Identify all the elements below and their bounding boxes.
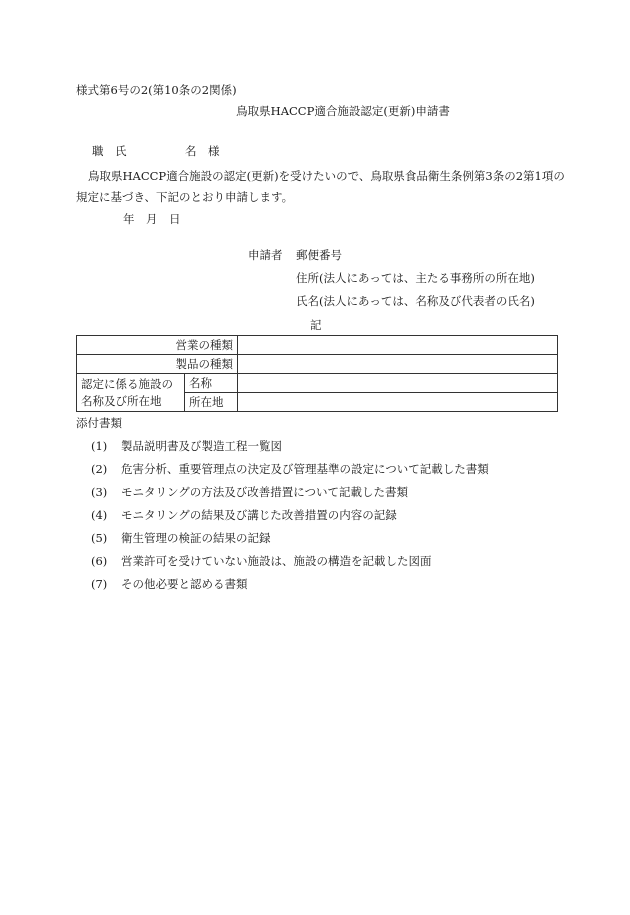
item-text: その他必要と認める書類 [121,577,248,591]
item-text: モニタリングの方法及び改善措置について記載した書類 [121,485,409,499]
business-type-label: 営業の種類 [77,336,238,355]
body-text: 鳥取県HACCP適合施設の認定(更新)を受けたいので、鳥取県食品衛生条例第3条の2第1項の規定に基づき、下記のとおり申請します。 [76,169,565,204]
addressee-title: 職 氏 [92,144,127,158]
page-title: 鳥取県HACCP適合施設認定(更新)申請書 [236,104,450,118]
facility-name-label: 名称 [185,374,238,393]
facility-name-field[interactable] [238,374,558,393]
item-text: 製品説明書及び製造工程一覧図 [121,439,282,453]
form-number: 様式第6号の2(第10条の2関係) [76,83,237,97]
attachments-heading: 添付書類 [76,416,122,430]
item-number: (7) [91,577,108,591]
date-line: 年 月 日 [123,212,181,226]
applicant-label: 申請者 [248,248,283,262]
table-row [77,355,558,374]
applicant-address: 住所(法人にあっては、主たる事務所の所在地) [296,271,535,285]
product-type-field[interactable] [238,355,558,374]
item-number: (6) [91,554,108,568]
item-number: (5) [91,531,108,545]
product-type-label: 製品の種類 [77,355,238,374]
item-number: (3) [91,485,108,499]
business-type-field[interactable] [238,336,558,355]
item-number: (4) [91,508,108,522]
facility-label: 認定に係る施設の名称及び所在地 [77,374,185,412]
item-text: モニタリングの結果及び講じた改善措置の内容の記録 [121,508,397,522]
list-item [91,578,248,592]
table-row [77,336,558,355]
list-item [91,555,432,569]
list-item [91,486,408,500]
application-table [76,335,558,412]
list-item [91,509,397,523]
facility-location-label: 所在地 [185,393,238,412]
ki-heading: 記 [310,318,322,332]
item-text: 危害分析、重要管理点の決定及び管理基準の設定について記載した書類 [121,462,489,476]
list-item [91,532,271,546]
item-number: (2) [91,462,108,476]
table-row [77,374,558,393]
facility-location-field[interactable] [238,393,558,412]
addressee-name: 名 様 [185,144,220,158]
applicant-name: 氏名(法人にあっては、名称及び代表者の氏名) [296,294,535,308]
item-text: 営業許可を受けていない施設は、施設の構造を記載した図面 [121,554,432,568]
item-text: 衛生管理の検証の結果の記録 [121,531,271,545]
list-item [91,463,489,477]
list-item [91,440,282,454]
item-number: (1) [91,439,108,453]
applicant-postal-code: 郵便番号 [296,248,342,262]
